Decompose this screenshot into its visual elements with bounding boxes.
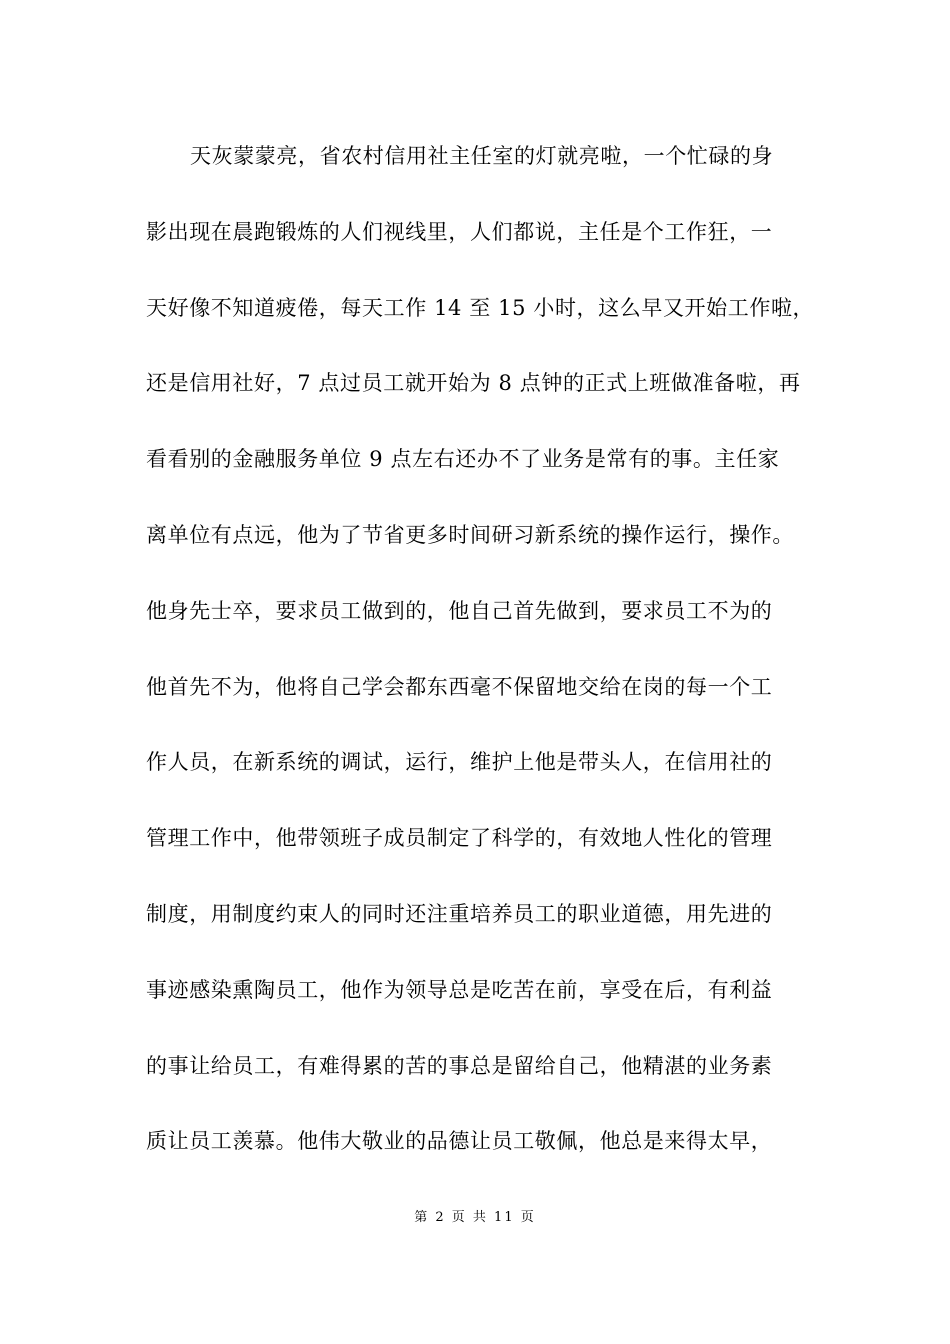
text-line-2: 影出现在晨跑锻炼的人们视线里，人们都说，主任是个工作狂，一 [146,219,773,244]
text-line-9: 作人员，在新系统的调试，运行，维护上他是带头人，在信用社的 [146,750,773,775]
body-text [146,136,818,1197]
text-line-11: 制度，用制度约束人的同时还注重培养员工的职业道德，用先进的 [146,901,773,926]
page-footer: 第 2 页 共 11 页 [414,1210,536,1225]
text-line-10: 管理工作中，他带领班子成员制定了科学的，有效地人性化的管理 [146,826,773,851]
text-line-3: 天好像不知道疲倦，每天工作 14 至 15 小时，这么早又开始工作啦， [146,295,815,320]
text-line-1: 天灰蒙蒙亮，省农村信用社主任室的灯就亮啦，一个忙碌的身 [190,144,774,168]
text-line-7: 他身先士卒，要求员工做到的，他自己首先做到，要求员工不为的 [146,598,773,623]
text-line-4: 还是信用社好，7 点过员工就开始为 8 点钟的正式上班做准备啦，再 [146,371,801,396]
text-line-13: 的事让给员工，有难得累的苦的事总是留给自己，他精湛的业务素 [146,1053,773,1078]
text-line-12: 事迹感染熏陶员工，他作为领导总是吃苦在前，享受在后，有利益 [146,977,773,1002]
text-line-8: 他首先不为，他将自己学会都东西毫不保留地交给在岗的每一个工 [146,674,773,699]
text-line-5: 看看别的金融服务单位 9 点左右还办不了业务是常有的事。主任家 [146,447,780,472]
text-line-14: 质让员工羡慕。他伟大敬业的品德让员工敬佩，他总是来得太早， [146,1129,773,1154]
text-line-6: 离单位有点远，他为了节省更多时间研习新系统的操作运行，操作。 [146,522,794,547]
